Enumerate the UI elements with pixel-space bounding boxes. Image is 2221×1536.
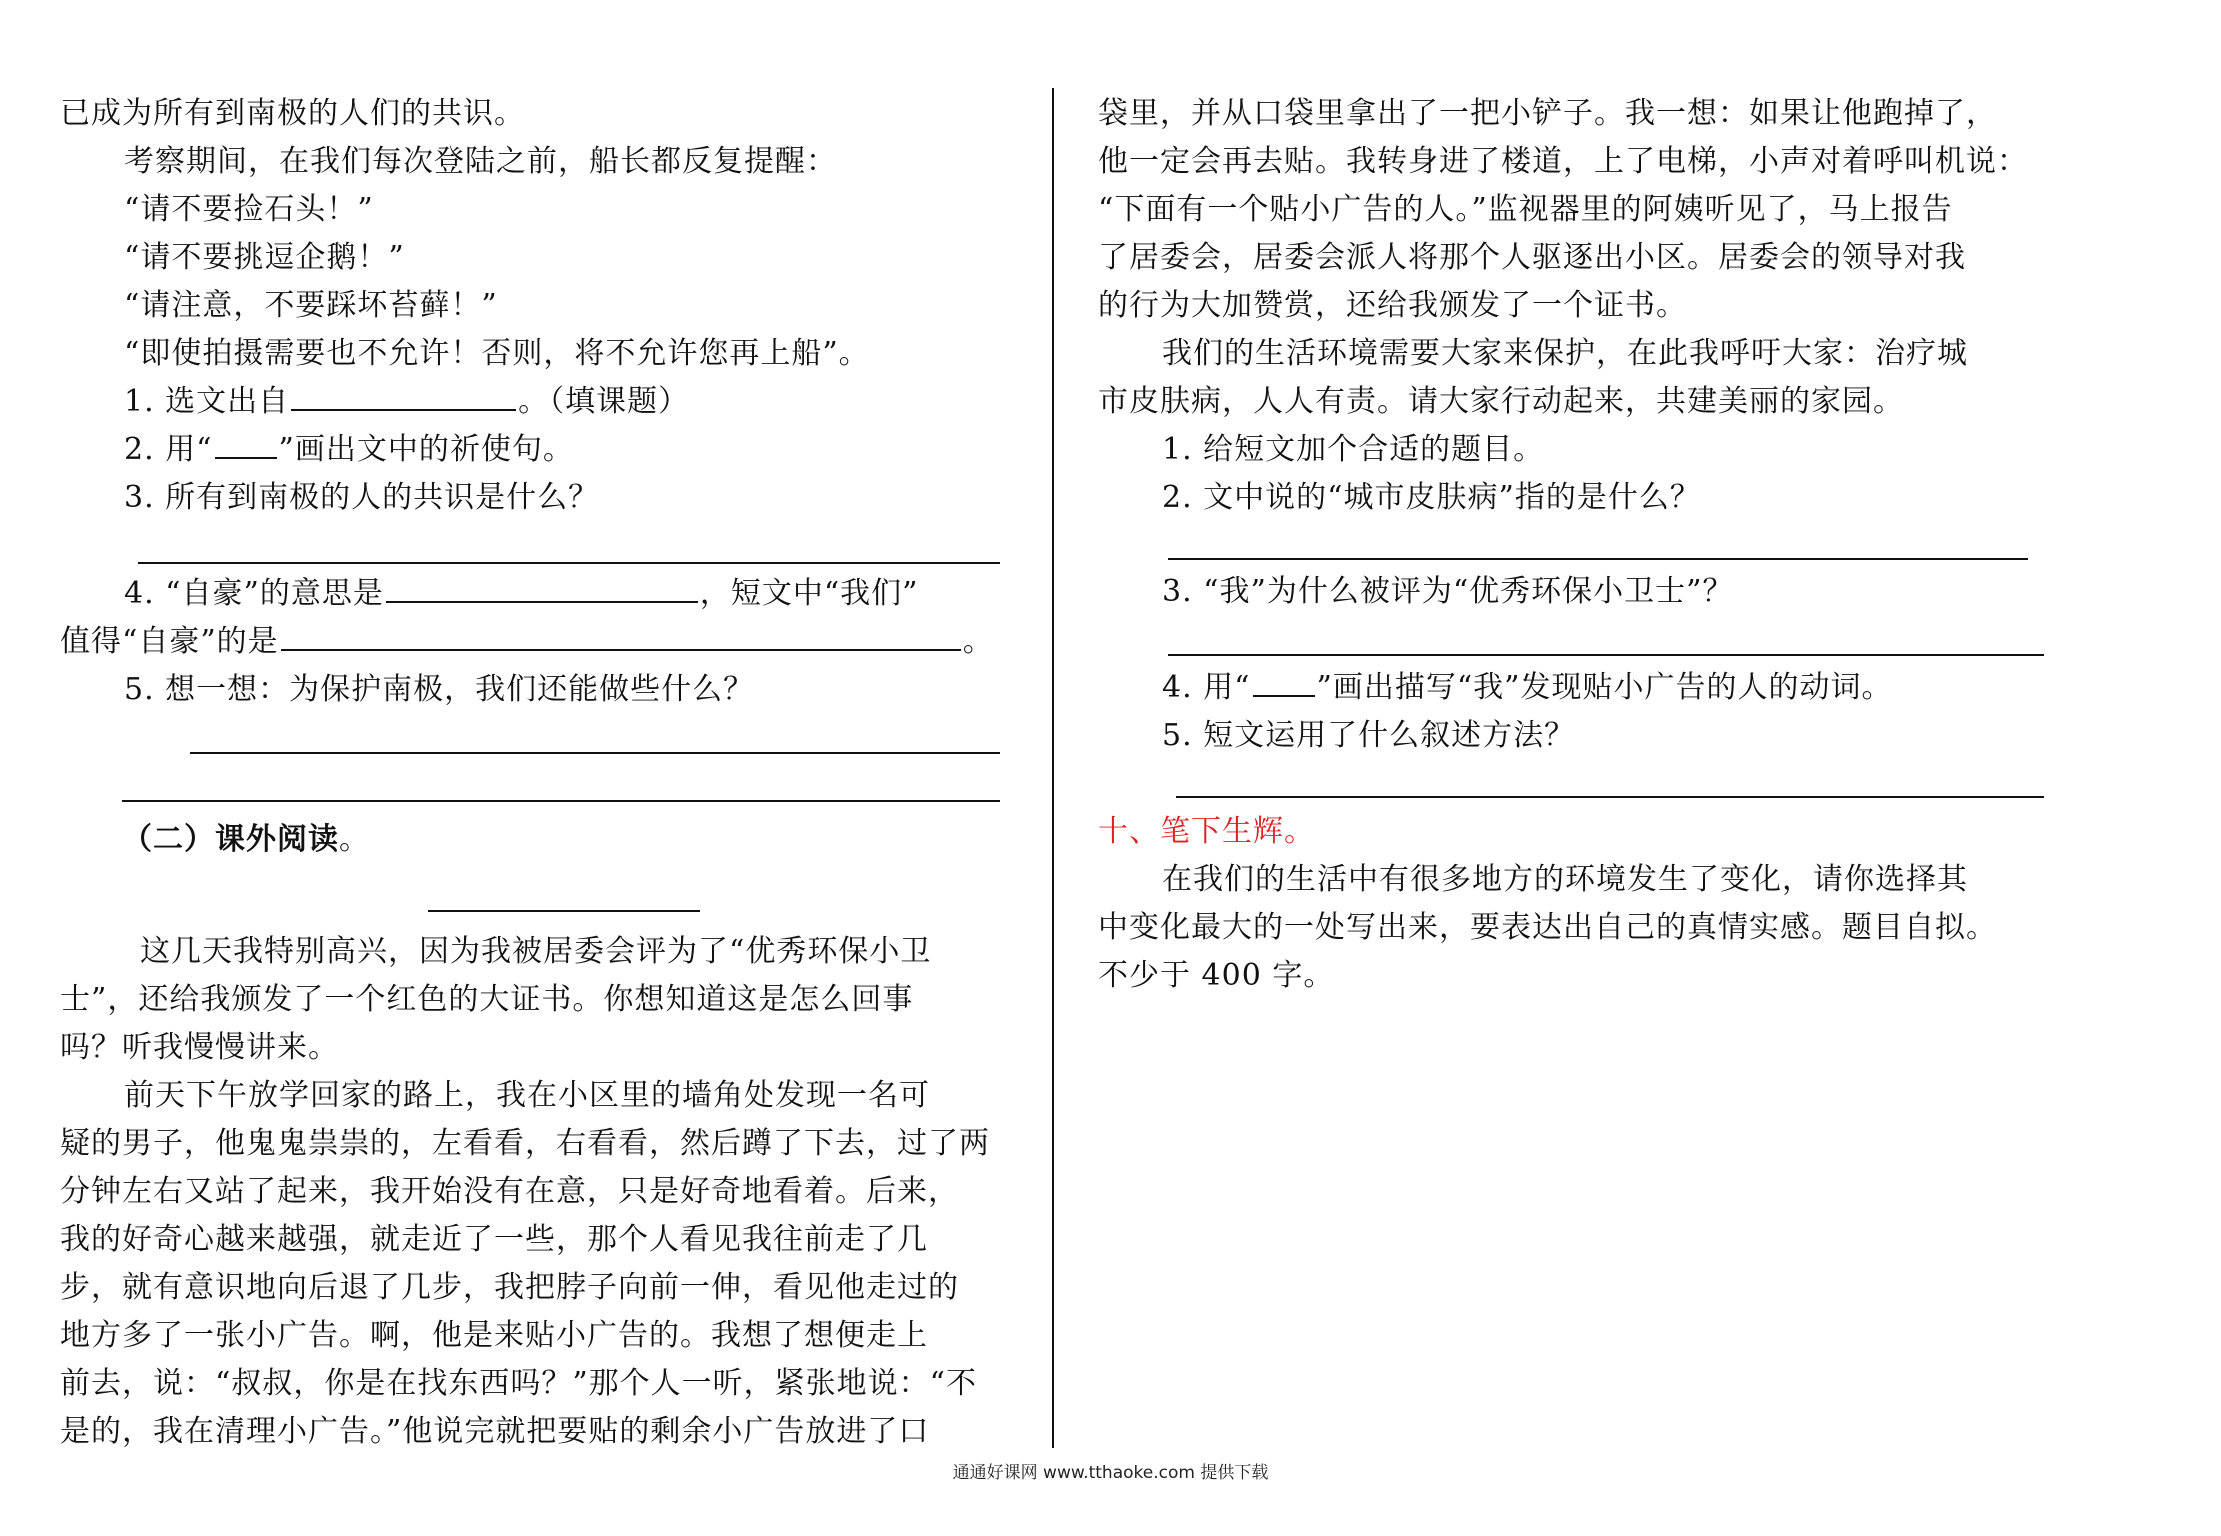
title-blank-line[interactable] [428, 910, 700, 912]
question-4-line2: 值得“自豪”的是 。 [60, 618, 994, 666]
underline-sample [215, 427, 277, 459]
passage-line: 疑的男子，他鬼鬼祟祟的，左看看，右看看，然后蹲了下去，过了两 [60, 1126, 990, 1161]
footer-credit: 通通好课网 www.tthaoke.com 提供下载 [952, 1463, 1269, 1483]
passage-line: 这几天我特别高兴，因为我被居委会评为了“优秀环保小卫 [140, 934, 932, 969]
text-line: “请不要挑逗企鹅！” [124, 240, 405, 275]
passage-line: 前天下午放学回家的路上，我在小区里的墙角处发现一名可 [124, 1078, 930, 1113]
writing-prompt-line: 不少于 400 字。 [1098, 958, 1335, 993]
answer-line[interactable] [190, 752, 1000, 754]
question-1: 1. 选文出自 。（填课题） [124, 378, 689, 426]
passage-line: 市皮肤病，人人有责。请大家行动起来，共建美丽的家园。 [1098, 384, 1904, 419]
passage-line: 分钟左右又站了起来，我开始没有在意，只是好奇地看着。后来， [60, 1174, 959, 1209]
question-2: 2. 用“ ”画出文中的祈使句。 [124, 426, 574, 474]
text-line: “即使拍摄需要也不允许！否则，将不允许您再上船”。 [124, 336, 870, 371]
text-line: 考察期间，在我们每次登陆之前，船长都反复提醒： [124, 144, 837, 179]
passage-line: 袋里，并从口袋里拿出了一把小铲子。我一想：如果让他跑掉了， [1098, 96, 1997, 131]
section-title-writing: 十、笔下生辉。 [1098, 814, 1315, 849]
passage-line: 地方多了一张小广告。啊，他是来贴小广告的。我想了想便走上 [60, 1318, 928, 1353]
passage-line: 是的，我在清理小广告。”他说完就把要贴的剩余小广告放进了口 [60, 1414, 930, 1449]
question-4: 4. “自豪”的意思是 ，短文中“我们” [124, 570, 919, 618]
answer-blank[interactable] [281, 619, 961, 651]
answer-line[interactable] [1176, 796, 2044, 798]
answer-line[interactable] [1168, 654, 2044, 656]
passage-line: 我们的生活环境需要大家来保护，在此我呼吁大家：治疗城 [1162, 336, 1968, 371]
passage-line: 了居委会，居委会派人将那个人驱逐出小区。居委会的领导对我 [1098, 240, 1966, 275]
question-4: 4. 用“ ”画出描写“我”发现贴小广告的人的动词。 [1162, 664, 1893, 712]
answer-line[interactable] [1168, 558, 2028, 560]
passage-line: 我的好奇心越来越强，就走近了一些，那个人看见我往前走了几 [60, 1222, 928, 1257]
passage-line: 前去，说：“叔叔，你是在找东西吗？”那个人一听，紧张地说：“不 [60, 1366, 978, 1401]
answer-line[interactable] [138, 562, 1000, 564]
writing-prompt-line: 在我们的生活中有很多地方的环境发生了变化，请你选择其 [1162, 862, 1968, 897]
column-divider [1052, 88, 1054, 1448]
passage-line: 士”，还给我颁发了一个红色的大证书。你想知道这是怎么回事 [60, 982, 914, 1017]
writing-prompt-line: 中变化最大的一处写出来，要表达出自己的真情实感。题目自拟。 [1098, 910, 1997, 945]
text-line: “请注意，不要踩坏苔藓！” [124, 288, 498, 323]
passage-line: “下面有一个贴小广告的人。”监视器里的阿姨听见了，马上报告 [1098, 192, 1953, 227]
question-5: 5. 短文运用了什么叙述方法？ [1162, 718, 1576, 753]
passage-line: 他一定会再去贴。我转身进了楼道，上了电梯，小声对着呼叫机说： [1098, 144, 2028, 179]
question-1: 1. 给短文加个合适的题目。 [1162, 432, 1545, 467]
answer-line[interactable] [122, 800, 1000, 802]
underline-sample [1253, 665, 1315, 697]
passage-line: 的行为大加赞赏，还给我颁发了一个证书。 [1098, 288, 1687, 323]
question-3: 3. 所有到南极的人的共识是什么？ [124, 480, 600, 515]
question-5: 5. 想一想：为保护南极，我们还能做些什么？ [124, 672, 755, 707]
text-line: 已成为所有到南极的人们的共识。 [60, 96, 525, 131]
section-title-extracurricular: （二）课外阅读。 [122, 822, 370, 857]
question-2: 2. 文中说的“城市皮肤病”指的是什么？ [1162, 480, 1701, 515]
answer-blank[interactable] [291, 379, 516, 411]
text-line: “请不要捡石头！” [124, 192, 374, 227]
question-3: 3. “我”为什么被评为“优秀环保小卫士”？ [1162, 574, 1734, 609]
passage-line: 步，就有意识地向后退了几步，我把脖子向前一伸，看见他走过的 [60, 1270, 959, 1305]
answer-blank[interactable] [386, 571, 698, 603]
passage-line: 吗？听我慢慢讲来。 [60, 1030, 339, 1065]
